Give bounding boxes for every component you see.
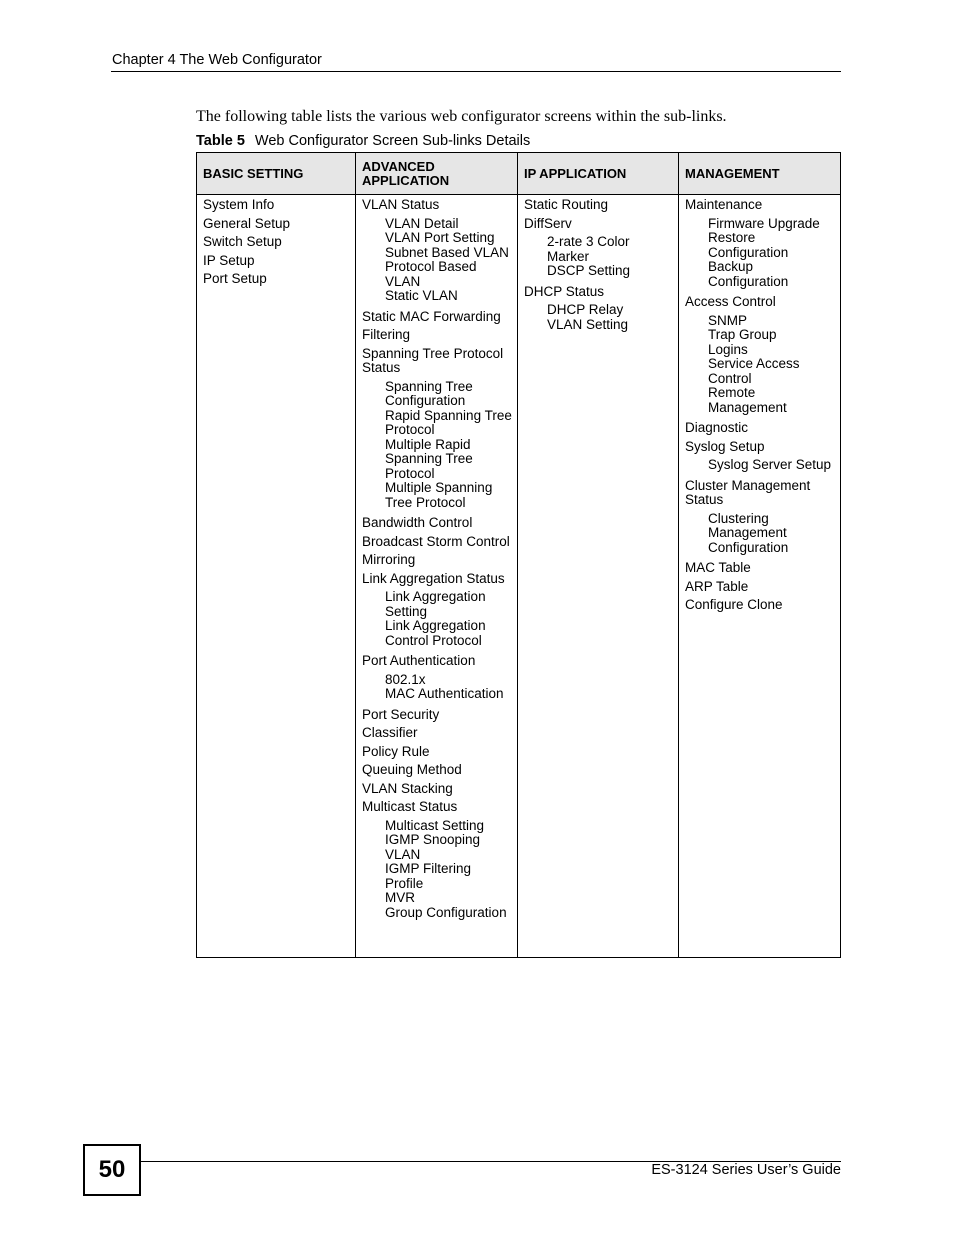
link-group [203,217,350,232]
sub-link-child-item: Link Aggregation Setting [385,589,486,619]
sub-link-child-item: 802.1x [385,671,426,687]
sub-link-child-item: Firmware Upgrade [708,215,820,231]
sub-link-child-item: Logins [708,341,748,357]
sub-link-item: VLAN Status [362,197,440,212]
sub-link-item: Multicast Status [362,799,458,814]
sub-link-child-item: Trap Group [708,327,777,342]
sub-link-item: Static MAC Forwarding [362,308,501,324]
sub-link-item: General Setup [203,215,291,231]
sub-link-child-item: Multiple Spanning Tree Protocol [385,480,493,510]
sub-link-child-item: Protocol Based VLAN [385,259,477,289]
sub-link-item: Bandwidth Control [362,515,473,530]
sub-link-child-item: IGMP Filtering Profile [385,861,472,891]
link-group [685,479,835,556]
link-group [685,198,835,289]
sub-link-child-item: DHCP Relay [547,302,624,317]
link-group [362,745,512,760]
link-group [362,553,512,568]
sub-link-child-item: Rapid Spanning Tree Protocol [385,407,512,437]
sub-link-item: Diagnostic [685,420,749,435]
column-basic-setting [197,195,356,958]
sub-link-item: System Info [203,197,275,212]
link-group [362,800,512,920]
sub-links-table [196,152,841,958]
sub-link-item: Broadcast Storm Control [362,533,510,549]
sub-link-item: Policy Rule [362,743,430,759]
sub-link-item: Mirroring [362,552,416,567]
link-group [524,285,673,333]
sub-link-item: VLAN Stacking [362,780,453,796]
sub-link-item: Switch Setup [203,234,282,249]
link-group [524,217,673,279]
link-group [685,295,835,415]
sub-link-item: Cluster Management Status [685,477,811,507]
sub-link-child-item: Service Access Control [708,356,800,386]
sub-link-child-item: VLAN Setting [547,316,629,332]
sub-link-item: MAC Table [685,560,751,575]
sub-link-item: Queuing Method [362,762,462,777]
link-group [362,708,512,723]
link-group [685,440,835,473]
link-group [362,782,512,797]
link-group [362,726,512,741]
link-group [685,580,835,595]
sub-link-item: Classifier [362,725,418,740]
chapter-header: Chapter 4 The Web Configurator [112,52,322,68]
sub-link-child-item: Multicast Setting [385,817,485,833]
link-group [362,310,512,325]
sub-link-item: Link Aggregation Status [362,570,505,586]
link-group [362,763,512,778]
link-group [685,598,835,613]
header-management: MANAGEMENT [679,153,841,195]
link-group [362,516,512,531]
sub-link-child-item: Spanning Tree Configuration [385,378,473,408]
sub-link-child-item: Backup Configuration [708,259,789,289]
link-group [203,254,350,269]
sub-link-item: DHCP Status [524,283,605,299]
page-number: 50 [83,1144,141,1196]
header-advanced-application: ADVANCED APPLICATION [356,153,518,195]
guide-title: ES-3124 Series User’s Guide [651,1162,841,1178]
sub-link-item: Maintenance [685,197,763,212]
sub-link-child-item: MAC Authentication [385,686,504,701]
sub-link-item: Access Control [685,294,776,309]
sub-link-child-item: MVR [385,890,415,905]
table-caption-number: Table 5 [196,133,245,149]
sub-link-child-item: Clustering Management Configuration [708,510,789,555]
sub-link-item: Static Routing [524,197,609,212]
sub-link-child-item: Restore Configuration [708,230,789,260]
sub-link-child-item: Syslog Server Setup [708,457,832,472]
link-group [362,347,512,511]
table-body-row [197,195,841,958]
link-group [362,535,512,550]
link-group [203,235,350,250]
sub-link-child-item: Group Configuration [385,904,507,920]
table-header-row [197,153,841,195]
header-basic-setting: BASIC SETTING [197,153,356,195]
link-group [524,198,673,213]
table-caption [196,133,530,149]
sub-link-child-item: IGMP Snooping VLAN [385,832,481,862]
sub-link-item: IP Setup [203,252,255,268]
sub-link-child-item: Multiple Rapid Spanning Tree Protocol [385,436,473,481]
sub-link-child-item: VLAN Detail [385,215,459,231]
sub-link-item: Spanning Tree Protocol Status [362,345,504,375]
column-advanced-application [356,195,518,958]
link-group [203,198,350,213]
sub-link-child-item: Subnet Based VLAN [385,244,509,260]
sub-link-child-item: DSCP Setting [547,263,631,278]
sub-link-child-item: Static VLAN [385,288,458,303]
sub-link-item: Configure Clone [685,597,783,612]
intro-paragraph: The following table lists the various web configurator screens within the sub-links. [196,108,727,125]
link-group [362,198,512,304]
sub-link-item: Port Authentication [362,653,476,668]
sub-link-item: Port Setup [203,271,267,286]
sub-link-item: ARP Table [685,578,749,594]
table-caption-title: Web Configurator Screen Sub-links Details [254,133,531,149]
sub-link-child-item: Remote Management [708,385,787,415]
link-group [362,328,512,343]
sub-link-item: Syslog Setup [685,438,765,454]
link-group [685,561,835,576]
column-ip-application [518,195,679,958]
column-management [679,195,841,958]
sub-link-child-item: 2-rate 3 Color Marker [547,234,630,264]
link-group [362,654,512,702]
sub-link-child-item: VLAN Port Setting [385,230,495,245]
link-group [362,572,512,649]
link-group [203,272,350,287]
sub-link-item: DiffServ [524,215,572,231]
header-divider [111,71,841,72]
link-group [685,421,835,436]
sub-link-item: Port Security [362,706,440,722]
header-ip-application: IP APPLICATION [518,153,679,195]
sub-link-child-item: Link Aggregation Control Protocol [385,618,486,648]
sub-link-item: Filtering [362,327,411,342]
sub-link-child-item: SNMP [708,312,748,328]
